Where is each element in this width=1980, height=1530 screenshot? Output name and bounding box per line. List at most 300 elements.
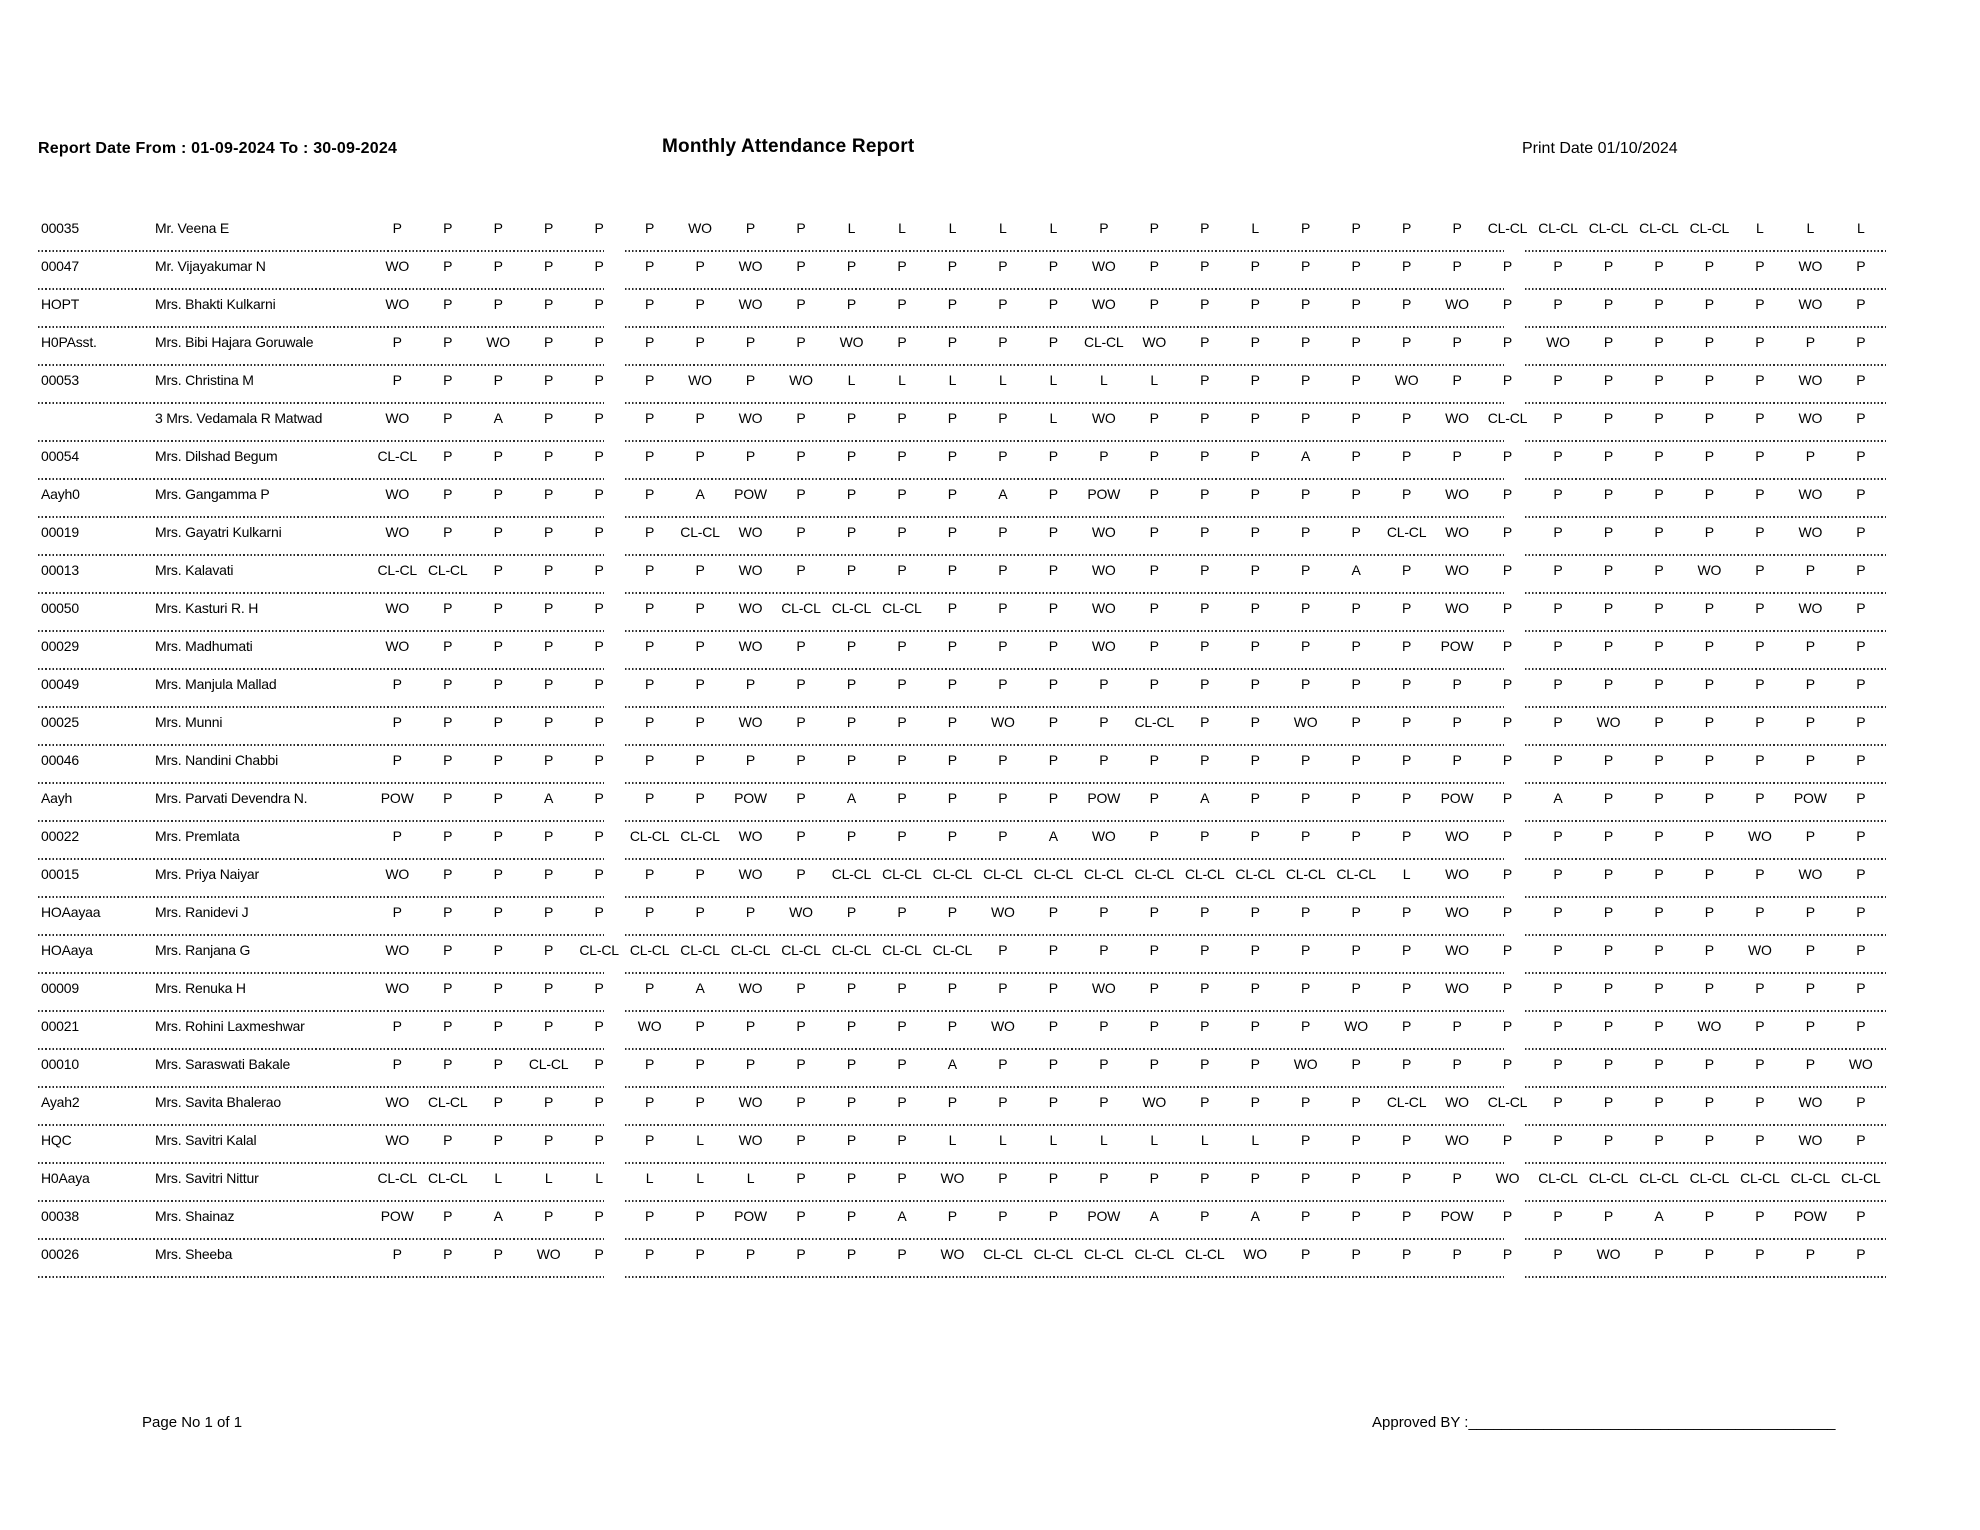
attendance-code-cell: P: [1654, 258, 1664, 274]
attendance-code-cell: P: [745, 752, 756, 768]
attendance-code-cell: P: [1301, 904, 1311, 920]
attendance-code-cell: P: [1099, 448, 1109, 464]
attendance-code-cell: P: [998, 258, 1008, 274]
employee-id: 00029: [41, 638, 79, 654]
attendance-code-cell: WO: [1394, 372, 1419, 388]
attendance-code-cell: P: [443, 638, 453, 654]
attendance-code-cell: P: [998, 828, 1008, 844]
attendance-code-cell: P: [1099, 676, 1109, 692]
attendance-code-cell: P: [1603, 904, 1613, 920]
attendance-code-cell: L: [1200, 1132, 1209, 1148]
approved-by: [1372, 1414, 1836, 1431]
attendance-code-cell: P: [1553, 258, 1563, 274]
attendance-code-cell: P: [897, 258, 907, 274]
attendance-code-cell: P: [1856, 828, 1866, 844]
attendance-code-cell: P: [644, 1094, 655, 1110]
attendance-code-cell: P: [796, 638, 806, 654]
attendance-code-cell: P: [1805, 676, 1815, 692]
attendance-code-cell: P: [1200, 980, 1210, 996]
attendance-code-cell: P: [1048, 562, 1058, 578]
attendance-code-cell: P: [1401, 296, 1412, 312]
attendance-code-cell: WO: [385, 410, 410, 426]
attendance-code-cell: P: [493, 980, 503, 996]
attendance-code-cell: P: [796, 562, 806, 578]
employee-id: HOAaya: [41, 942, 93, 958]
attendance-code-cell: P: [493, 562, 503, 578]
attendance-code-cell: P: [1502, 676, 1513, 692]
attendance-code-cell: P: [644, 752, 655, 768]
attendance-code-cell: P: [1250, 790, 1260, 806]
attendance-code-cell: CL-CL: [680, 828, 720, 844]
attendance-code-cell: L: [1856, 220, 1865, 236]
table-row: [38, 1012, 1886, 1050]
attendance-code-cell: P: [644, 1208, 655, 1224]
attendance-code-cell: P: [392, 904, 402, 920]
attendance-code-cell: P: [1704, 372, 1714, 388]
attendance-code-cell: P: [1856, 410, 1866, 426]
attendance-code-cell: P: [594, 1208, 604, 1224]
employee-id: 00035: [41, 220, 79, 236]
attendance-code-cell: P: [846, 524, 856, 540]
attendance-code-cell: CL-CL: [680, 524, 720, 540]
attendance-code-cell: P: [493, 1056, 503, 1072]
attendance-code-cell: P: [544, 220, 554, 236]
attendance-code-cell: P: [644, 866, 655, 882]
employee-name: Mrs. Nandini Chabbi: [155, 752, 279, 768]
attendance-code-cell: CL-CL: [629, 942, 670, 958]
attendance-code-cell: WO: [738, 866, 763, 882]
attendance-code-cell: P: [392, 220, 402, 236]
attendance-code-cell: P: [1856, 562, 1866, 578]
attendance-code-cell: P: [1603, 334, 1613, 350]
attendance-code-cell: P: [846, 1018, 856, 1034]
attendance-code-cell: P: [644, 1246, 655, 1262]
attendance-code-cell: P: [796, 220, 806, 236]
attendance-code-cell: P: [1654, 524, 1664, 540]
attendance-code-cell: P: [1149, 676, 1159, 692]
attendance-code-cell: CL-CL: [1134, 1246, 1174, 1262]
attendance-code-cell: P: [1603, 866, 1613, 882]
attendance-code-cell: P: [493, 220, 503, 236]
attendance-code-cell: P: [846, 562, 856, 578]
attendance-code-cell: WO: [688, 220, 712, 236]
attendance-code-cell: P: [1704, 676, 1714, 692]
attendance-code-cell: P: [1250, 676, 1260, 692]
attendance-code-cell: P: [392, 334, 402, 350]
attendance-code-cell: P: [998, 676, 1008, 692]
employee-id: 00038: [41, 1208, 79, 1224]
table-row: [38, 632, 1886, 670]
attendance-code-cell: P: [1603, 448, 1613, 464]
attendance-code-cell: P: [1603, 752, 1613, 768]
attendance-code-cell: P: [796, 1246, 806, 1262]
attendance-code-cell: P: [1351, 1094, 1361, 1110]
signature-line: ____________________________________________: [1468, 1414, 1836, 1431]
attendance-code-cell: P: [1099, 942, 1109, 958]
attendance-code-cell: CL-CL: [1336, 866, 1376, 882]
attendance-code-cell: P: [1704, 296, 1714, 312]
attendance-code-cell: P: [1401, 790, 1412, 806]
attendance-code-cell: P: [1553, 372, 1563, 388]
attendance-code-cell: POW: [1793, 1208, 1827, 1224]
attendance-code-cell: WO: [1445, 980, 1469, 996]
attendance-code-cell: P: [1603, 296, 1613, 312]
attendance-code-cell: P: [796, 866, 806, 882]
attendance-code-cell: P: [594, 486, 604, 502]
attendance-code-cell: L: [1150, 372, 1159, 388]
attendance-code-cell: P: [1755, 1056, 1765, 1072]
attendance-code-cell: P: [1452, 1246, 1462, 1262]
attendance-code-cell: P: [897, 1018, 907, 1034]
attendance-code-cell: P: [544, 1094, 554, 1110]
attendance-code-cell: P: [1755, 600, 1765, 616]
attendance-code-cell: P: [947, 562, 957, 578]
attendance-code-cell: P: [1502, 334, 1513, 350]
employee-id: 00015: [41, 866, 79, 882]
attendance-code-cell: WO: [738, 638, 763, 654]
attendance-code-cell: P: [1654, 904, 1664, 920]
attendance-code-cell: P: [796, 1018, 806, 1034]
attendance-code-cell: A: [695, 486, 705, 502]
attendance-code-cell: P: [1755, 676, 1765, 692]
attendance-code-cell: WO: [1091, 980, 1116, 996]
employee-id: 00050: [41, 600, 79, 616]
attendance-code-cell: P: [1048, 1056, 1058, 1072]
attendance-code-cell: P: [1654, 942, 1664, 958]
attendance-code-cell: P: [644, 296, 655, 312]
attendance-code-cell: WO: [385, 638, 410, 654]
attendance-code-cell: P: [1149, 638, 1159, 654]
attendance-code-cell: P: [897, 448, 907, 464]
attendance-code-cell: P: [644, 714, 655, 730]
attendance-code-cell: P: [1553, 600, 1563, 616]
table-row: [38, 670, 1886, 708]
attendance-code-cell: P: [1200, 752, 1210, 768]
attendance-code-cell: WO: [839, 334, 864, 350]
attendance-code-cell: P: [493, 638, 503, 654]
attendance-code-cell: P: [443, 600, 453, 616]
attendance-code-cell: P: [594, 638, 604, 654]
attendance-code-cell: P: [1351, 980, 1361, 996]
attendance-code-cell: P: [1603, 1132, 1613, 1148]
attendance-code-cell: WO: [1798, 410, 1823, 426]
attendance-code-cell: P: [1856, 790, 1866, 806]
attendance-code-cell: P: [544, 334, 554, 350]
attendance-code-cell: P: [1301, 562, 1311, 578]
employee-name: Mrs. Ranidevi J: [155, 904, 249, 920]
attendance-code-cell: P: [392, 714, 402, 730]
attendance-code-cell: WO: [1798, 866, 1823, 882]
attendance-code-cell: P: [392, 752, 402, 768]
attendance-code-cell: WO: [385, 296, 410, 312]
attendance-code-cell: P: [544, 1208, 554, 1224]
attendance-code-cell: P: [544, 562, 554, 578]
attendance-code-cell: L: [1099, 1132, 1108, 1148]
attendance-code-cell: P: [1553, 1132, 1563, 1148]
attendance-code-cell: P: [1704, 752, 1714, 768]
attendance-code-cell: CL-CL: [1487, 410, 1528, 426]
attendance-code-cell: P: [1755, 752, 1765, 768]
attendance-code-cell: P: [392, 828, 402, 844]
attendance-code-cell: CL-CL: [882, 942, 922, 958]
attendance-code-cell: P: [1502, 980, 1513, 996]
attendance-code-cell: P: [947, 980, 957, 996]
employee-name: Mrs. Sheeba: [155, 1246, 233, 1262]
attendance-code-cell: P: [1401, 1246, 1412, 1262]
attendance-code-cell: P: [1704, 334, 1714, 350]
attendance-code-cell: P: [1553, 486, 1563, 502]
attendance-code-cell: P: [1452, 334, 1462, 350]
attendance-code-cell: P: [1048, 904, 1058, 920]
attendance-code-cell: WO: [385, 1132, 410, 1148]
attendance-code-cell: CL-CL: [932, 942, 973, 958]
attendance-code-cell: P: [1755, 1018, 1765, 1034]
attendance-code-cell: P: [443, 904, 453, 920]
attendance-code-cell: P: [1654, 980, 1664, 996]
attendance-code-cell: WO: [1747, 828, 1772, 844]
employee-id: 00009: [41, 980, 79, 996]
attendance-code-cell: P: [1704, 524, 1714, 540]
attendance-code-cell: P: [1502, 752, 1513, 768]
attendance-code-cell: P: [1099, 714, 1109, 730]
attendance-code-cell: P: [695, 1246, 705, 1262]
attendance-code-cell: P: [695, 334, 705, 350]
attendance-code-cell: WO: [738, 258, 763, 274]
employee-name: Mrs. Christina M: [155, 372, 254, 388]
attendance-code-cell: P: [1048, 296, 1058, 312]
attendance-code-cell: P: [1502, 904, 1513, 920]
attendance-code-cell: P: [443, 220, 453, 236]
attendance-code-cell: WO: [385, 866, 410, 882]
attendance-code-cell: WO: [385, 980, 410, 996]
attendance-code-cell: P: [644, 220, 655, 236]
attendance-code-cell: P: [998, 600, 1008, 616]
attendance-code-cell: P: [695, 752, 705, 768]
attendance-code-cell: P: [1603, 942, 1613, 958]
attendance-code-cell: P: [493, 524, 503, 540]
table-row: [38, 708, 1886, 746]
employee-name: Mrs. Rohini Laxmeshwar: [155, 1018, 305, 1034]
attendance-code-cell: P: [594, 1132, 604, 1148]
attendance-code-cell: P: [1200, 1018, 1210, 1034]
attendance-code-cell: P: [947, 1094, 957, 1110]
attendance-code-cell: P: [594, 562, 604, 578]
attendance-code-cell: P: [796, 714, 806, 730]
attendance-code-cell: P: [947, 296, 957, 312]
attendance-code-cell: P: [695, 1018, 705, 1034]
attendance-code-cell: WO: [385, 524, 410, 540]
attendance-code-cell: P: [1452, 1018, 1462, 1034]
attendance-code-cell: P: [1856, 638, 1866, 654]
attendance-code-cell: P: [1200, 258, 1210, 274]
employee-name: Mrs. Kalavati: [155, 562, 234, 578]
attendance-code-cell: P: [1250, 752, 1260, 768]
attendance-code-cell: P: [1351, 448, 1361, 464]
attendance-code-cell: P: [1755, 790, 1765, 806]
attendance-code-cell: P: [1351, 486, 1361, 502]
attendance-code-cell: P: [1856, 980, 1866, 996]
attendance-code-cell: CL-CL: [781, 600, 821, 616]
attendance-code-cell: P: [1553, 1208, 1563, 1224]
attendance-code-cell: POW: [1440, 790, 1474, 806]
attendance-code-cell: P: [594, 448, 604, 464]
employee-name: Mrs. Parvati Devendra N.: [155, 790, 308, 806]
table-row: [38, 1240, 1886, 1278]
attendance-code-cell: A: [1200, 790, 1210, 806]
attendance-code-cell: P: [1200, 524, 1210, 540]
attendance-code-cell: P: [1351, 334, 1361, 350]
attendance-code-cell: CL-CL: [377, 562, 417, 578]
attendance-code-cell: P: [1401, 752, 1412, 768]
attendance-code-cell: WO: [385, 600, 410, 616]
attendance-code-cell: P: [1654, 1132, 1664, 1148]
attendance-code-cell: L: [696, 1132, 704, 1148]
attendance-code-cell: P: [1805, 334, 1815, 350]
attendance-code-cell: P: [1200, 638, 1210, 654]
attendance-code-cell: P: [1805, 942, 1815, 958]
attendance-code-cell: CL-CL: [730, 942, 771, 958]
employee-name: Mrs. Shainaz: [155, 1208, 235, 1224]
attendance-code-cell: L: [898, 372, 906, 388]
attendance-code-cell: P: [846, 486, 856, 502]
table-row: [38, 480, 1886, 518]
employee-id: 00025: [41, 714, 79, 730]
attendance-code-cell: P: [947, 676, 957, 692]
attendance-code-cell: P: [1805, 1018, 1815, 1034]
attendance-code-cell: P: [1250, 904, 1260, 920]
attendance-code-cell: WO: [1445, 410, 1469, 426]
attendance-code-cell: P: [1553, 904, 1563, 920]
attendance-code-cell: WO: [1344, 1018, 1368, 1034]
attendance-code-cell: P: [745, 676, 756, 692]
attendance-code-cell: P: [1200, 942, 1210, 958]
attendance-code-cell: P: [493, 448, 503, 464]
attendance-code-cell: P: [1704, 258, 1714, 274]
attendance-code-cell: P: [443, 752, 453, 768]
attendance-code-cell: P: [1603, 828, 1613, 844]
attendance-code-cell: P: [1048, 980, 1058, 996]
attendance-code-cell: WO: [1091, 600, 1116, 616]
attendance-code-cell: P: [493, 1132, 503, 1148]
employee-id: H0PAsst.: [41, 334, 97, 350]
attendance-code-cell: P: [796, 296, 806, 312]
attendance-code-cell: A: [493, 1208, 503, 1224]
employee-id: Aayh: [41, 790, 73, 806]
attendance-code-cell: P: [846, 448, 856, 464]
attendance-code-cell: P: [392, 372, 402, 388]
attendance-code-cell: L: [1150, 1132, 1159, 1148]
attendance-code-cell: CL-CL: [1790, 1170, 1831, 1186]
attendance-code-cell: P: [544, 1132, 554, 1148]
attendance-code-cell: WO: [1798, 1094, 1823, 1110]
attendance-code-cell: P: [594, 258, 604, 274]
attendance-code-cell: P: [544, 372, 554, 388]
attendance-code-cell: CL-CL: [1841, 1170, 1881, 1186]
employee-id: Ayah2: [41, 1094, 80, 1110]
attendance-code-cell: P: [644, 600, 655, 616]
attendance-code-cell: P: [644, 1132, 655, 1148]
attendance-code-cell: P: [1099, 904, 1109, 920]
attendance-code-cell: P: [947, 334, 957, 350]
attendance-code-cell: P: [1755, 980, 1765, 996]
attendance-code-cell: P: [1401, 638, 1412, 654]
attendance-code-cell: P: [1048, 600, 1058, 616]
employee-id: 00049: [41, 676, 79, 692]
attendance-code-cell: P: [1301, 1246, 1311, 1262]
attendance-code-cell: P: [998, 942, 1008, 958]
attendance-code-cell: P: [1250, 1094, 1260, 1110]
attendance-code-cell: CL-CL: [1740, 1170, 1780, 1186]
attendance-code-cell: POW: [1087, 1208, 1121, 1224]
attendance-code-cell: P: [1856, 866, 1866, 882]
attendance-code-cell: P: [1250, 448, 1260, 464]
attendance-code-cell: P: [1351, 600, 1361, 616]
attendance-code-cell: WO: [1445, 1094, 1469, 1110]
attendance-code-cell: P: [1301, 372, 1311, 388]
attendance-code-cell: CL-CL: [629, 828, 670, 844]
attendance-code-cell: P: [897, 980, 907, 996]
attendance-code-cell: P: [1200, 828, 1210, 844]
attendance-code-cell: P: [1755, 524, 1765, 540]
attendance-code-cell: P: [1301, 524, 1311, 540]
attendance-code-cell: P: [1301, 486, 1311, 502]
attendance-code-cell: WO: [990, 714, 1015, 730]
attendance-code-cell: P: [695, 866, 705, 882]
attendance-code-cell: P: [1654, 562, 1664, 578]
attendance-code-cell: WO: [385, 258, 410, 274]
attendance-code-cell: P: [947, 600, 957, 616]
attendance-code-cell: P: [594, 790, 604, 806]
attendance-code-cell: P: [594, 676, 604, 692]
attendance-code-cell: P: [1755, 372, 1765, 388]
attendance-code-cell: P: [1401, 220, 1412, 236]
attendance-code-cell: A: [1048, 828, 1058, 844]
attendance-code-cell: P: [1200, 1094, 1210, 1110]
attendance-code-cell: P: [1149, 942, 1159, 958]
attendance-code-cell: P: [1856, 296, 1866, 312]
attendance-code-cell: P: [1704, 790, 1714, 806]
attendance-code-cell: P: [1250, 1056, 1260, 1072]
attendance-code-cell: P: [1654, 1056, 1664, 1072]
attendance-code-cell: P: [796, 410, 806, 426]
attendance-code-cell: P: [1099, 1018, 1109, 1034]
attendance-code-cell: P: [1351, 828, 1361, 844]
attendance-code-cell: P: [897, 410, 907, 426]
attendance-code-cell: P: [745, 1056, 756, 1072]
employee-id: 00047: [41, 258, 79, 274]
attendance-code-cell: P: [1502, 638, 1513, 654]
attendance-code-cell: CL-CL: [831, 866, 872, 882]
attendance-code-cell: P: [594, 980, 604, 996]
attendance-code-cell: P: [846, 828, 856, 844]
attendance-code-cell: P: [544, 600, 554, 616]
attendance-code-cell: P: [947, 638, 957, 654]
attendance-code-cell: P: [846, 1246, 856, 1262]
attendance-code-cell: L: [1251, 220, 1259, 236]
attendance-code-cell: P: [1603, 524, 1613, 540]
attendance-code-cell: P: [1200, 676, 1210, 692]
attendance-code-cell: L: [1402, 866, 1411, 882]
attendance-code-cell: P: [1200, 714, 1210, 730]
attendance-code-cell: P: [695, 296, 705, 312]
attendance-code-cell: P: [644, 904, 655, 920]
attendance-code-cell: P: [695, 600, 705, 616]
attendance-code-cell: P: [1553, 714, 1563, 730]
attendance-table: [38, 214, 1886, 1278]
attendance-code-cell: P: [998, 410, 1008, 426]
attendance-code-cell: P: [1502, 828, 1513, 844]
attendance-code-cell: CL-CL: [1487, 1094, 1528, 1110]
